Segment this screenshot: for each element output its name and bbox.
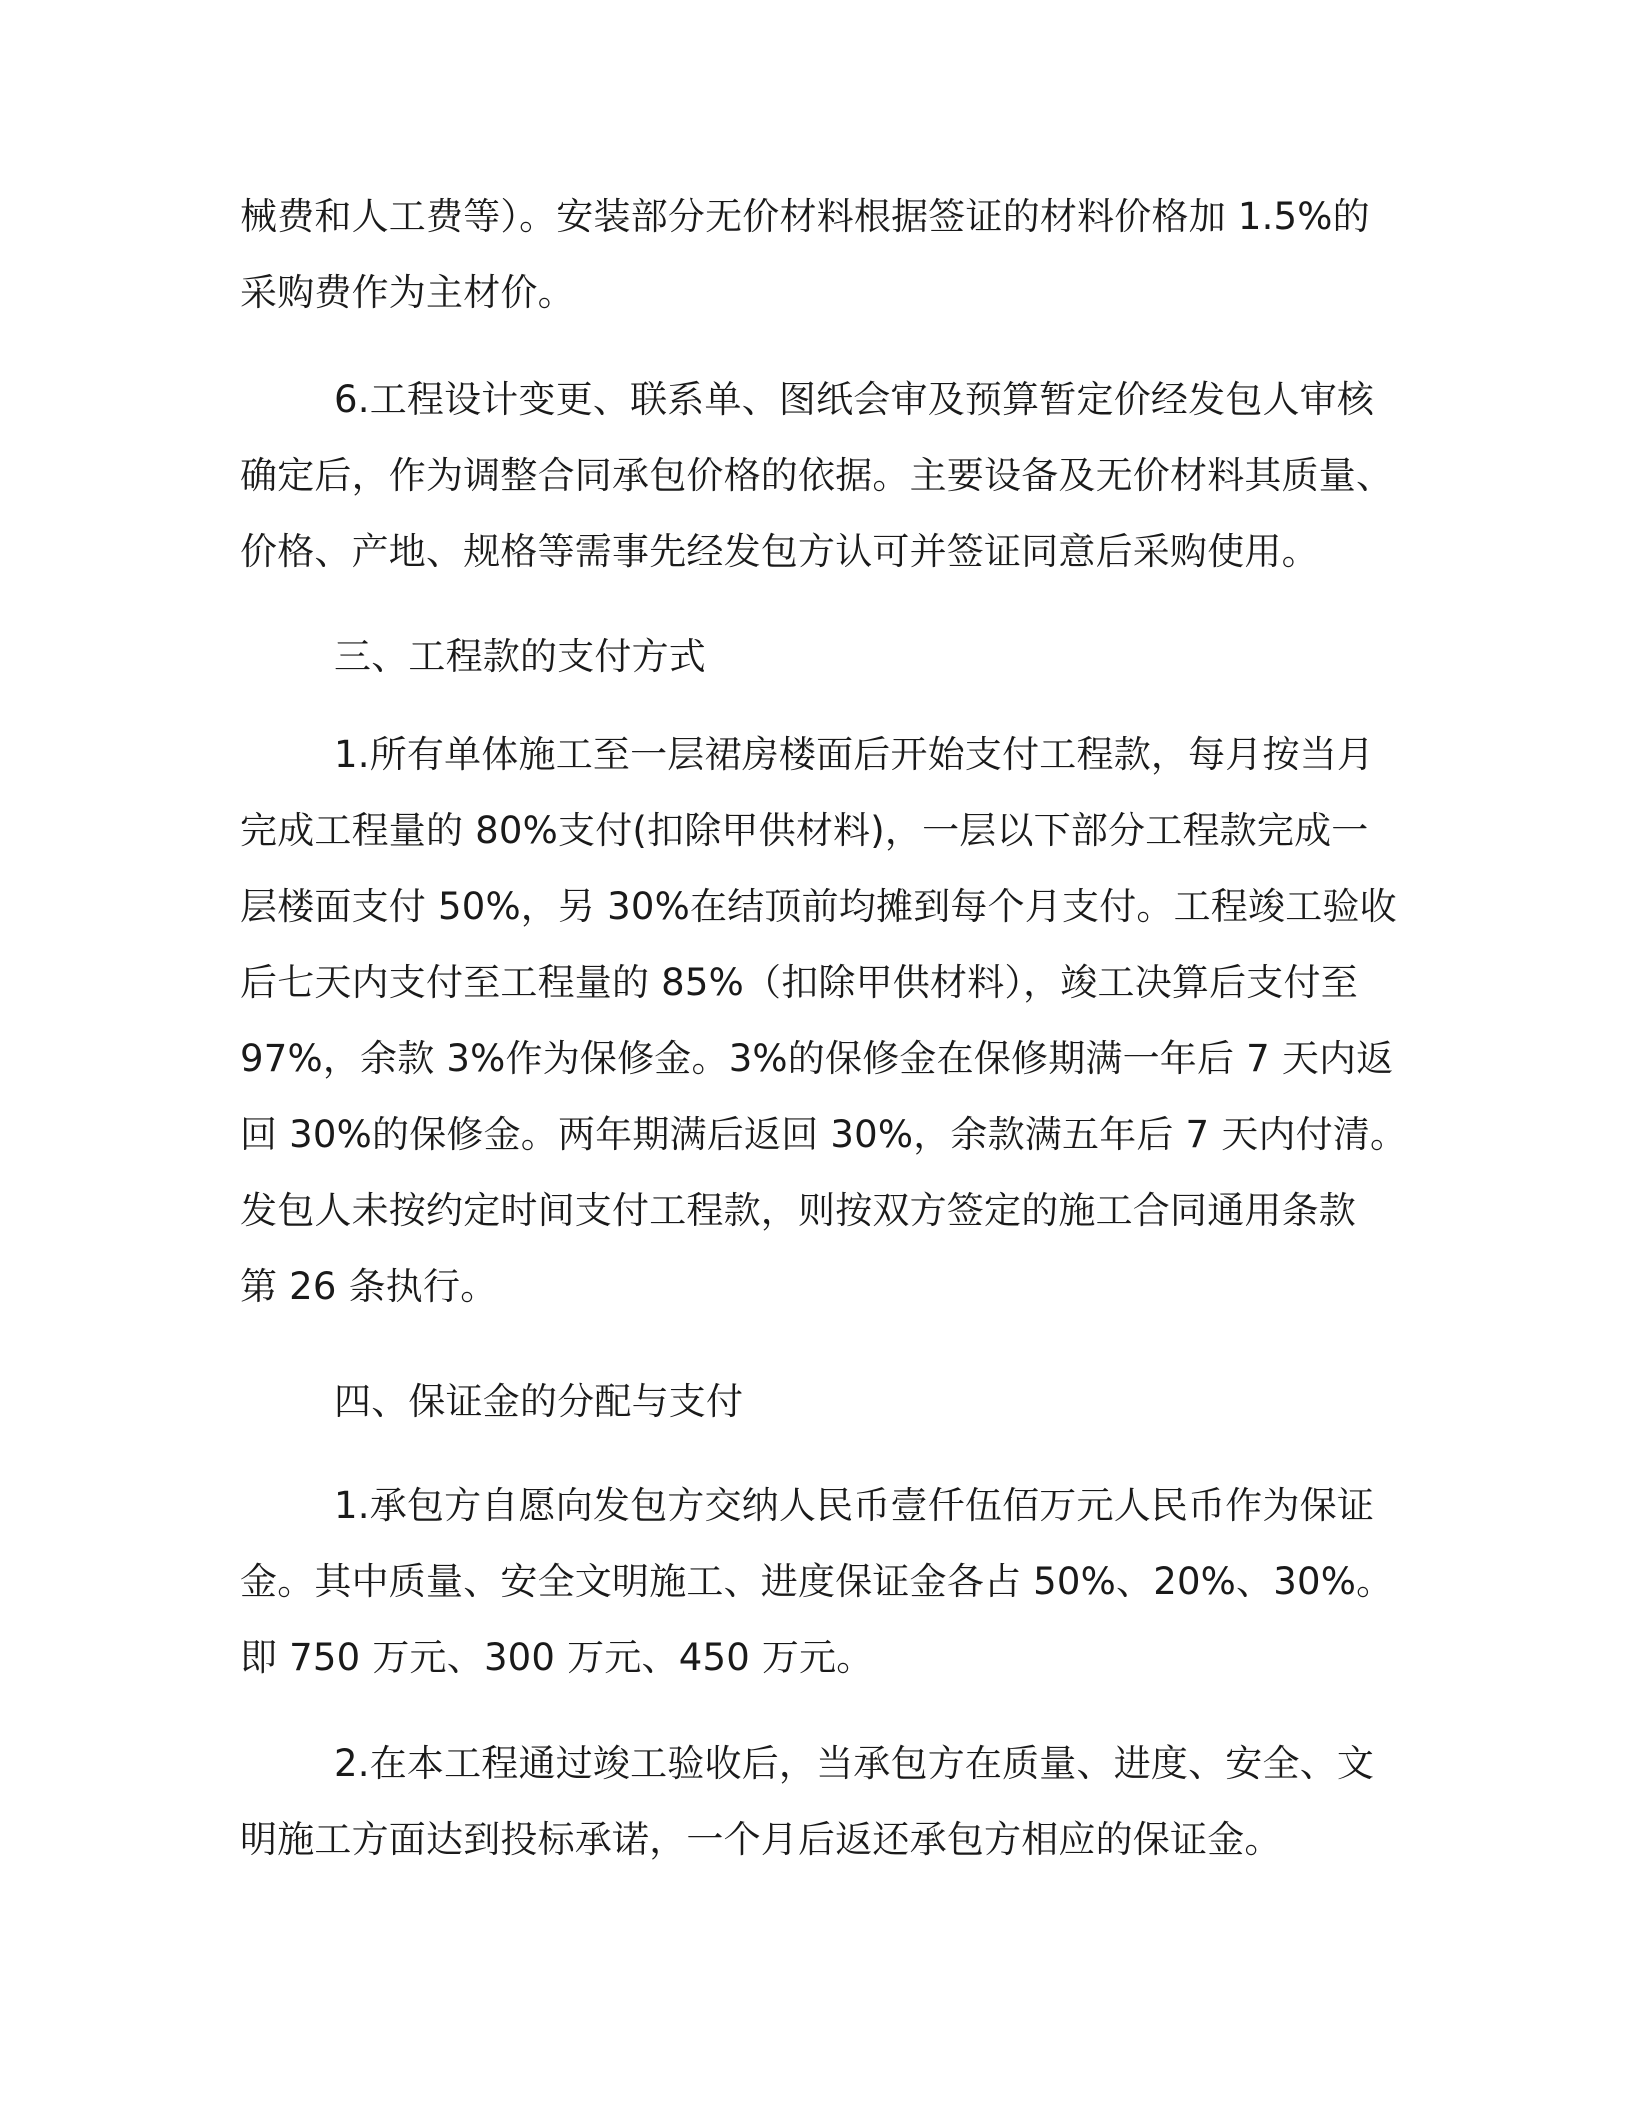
section-heading-deposit: 四、保证金的分配与支付 [334,1380,744,1423]
section-heading-payment: 三、工程款的支付方式 [334,635,706,678]
text-line: 完成工程量的 80%支付(扣除甲供材料)，一层以下部分工程款完成一 [240,809,1369,852]
text-line: 械费和人工费等）。安装部分无价材料根据签证的材料价格加 1.5%的 [240,195,1370,238]
text-line: 采购费作为主材价。 [240,271,575,314]
text-line: 金。其中质量、安全文明施工、进度保证金各占 50%、20%、30%。 [240,1560,1394,1603]
text-line: 1.承包方自愿向发包方交纳人民币壹仟伍佰万元人民币作为保证 [334,1484,1375,1527]
text-line: 即 750 万元、300 万元、450 万元。 [240,1636,874,1679]
text-line: 价格、产地、规格等需事先经发包方认可并签证同意后采购使用。 [240,530,1319,573]
text-line: 2.在本工程通过竣工验收后，当承包方在质量、进度、安全、文 [334,1742,1375,1785]
text-line: 确定后，作为调整合同承包价格的依据。主要设备及无价材料其质量、 [240,454,1394,497]
text-line: 97%，余款 3%作为保修金。3%的保修金在保修期满一年后 7 天内返 [240,1037,1394,1080]
text-line: 后七天内支付至工程量的 85%（扣除甲供材料），竣工决算后支付至 [240,961,1358,1004]
text-line: 层楼面支付 50%，另 30%在结顶前均摊到每个月支付。工程竣工验收 [240,885,1397,928]
text-line: 第 26 条执行。 [240,1265,498,1308]
text-line: 明施工方面达到投标承诺，一个月后返还承包方相应的保证金。 [240,1818,1282,1861]
text-line: 回 30%的保修金。两年期满后返回 30%，余款满五年后 7 天内付清。 [240,1113,1408,1156]
text-line: 6.工程设计变更、联系单、图纸会审及预算暂定价经发包人审核 [334,378,1375,421]
text-line: 发包人未按约定时间支付工程款，则按双方签定的施工合同通用条款 [240,1189,1356,1232]
text-line: 1.所有单体施工至一层裙房楼面后开始支付工程款，每月按当月 [334,733,1375,776]
